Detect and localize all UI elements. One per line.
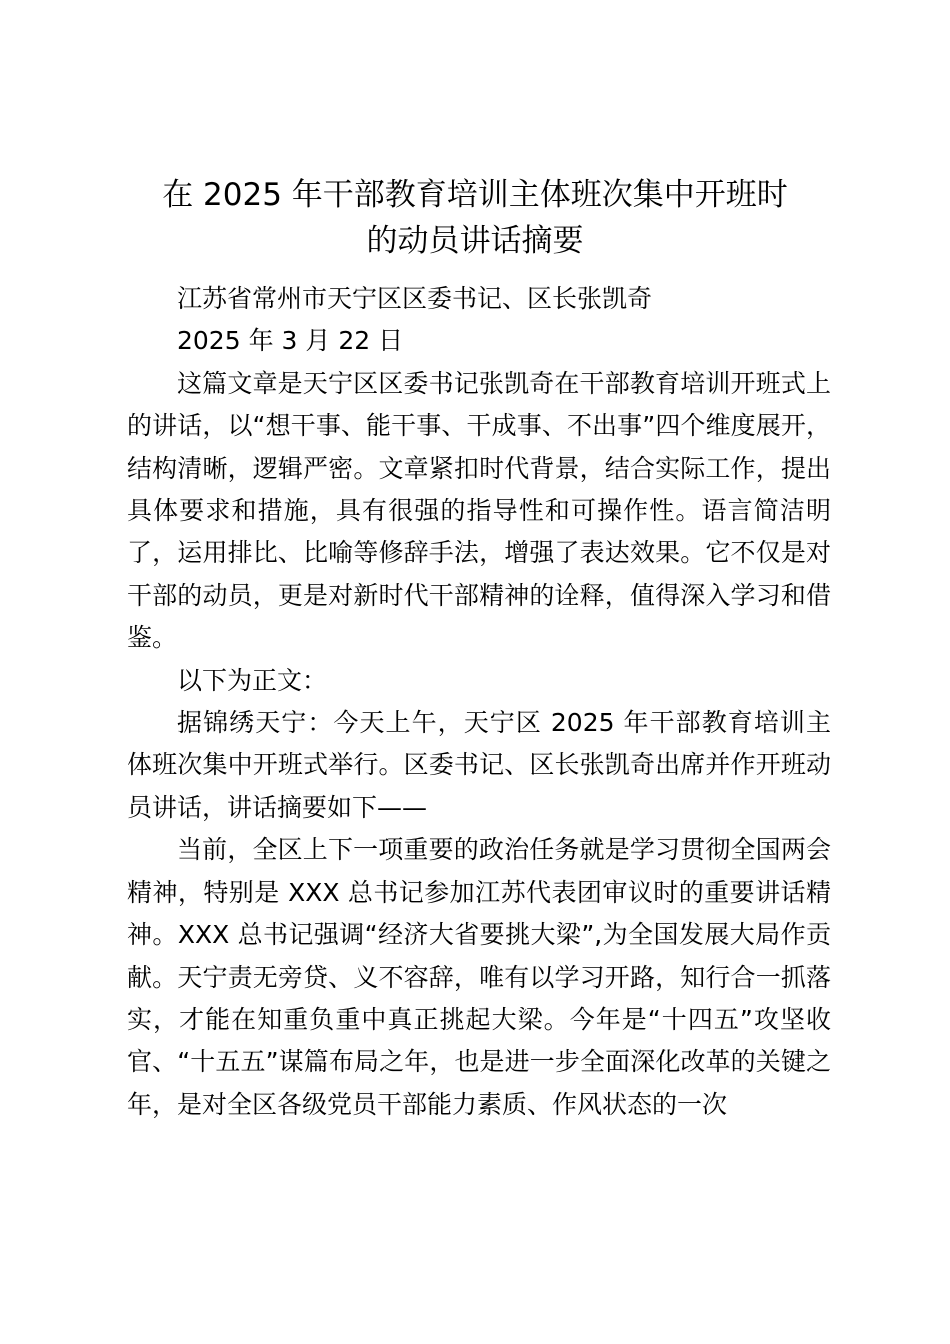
body-paragraph-2: 当前，全区上下一项重要的政治任务就是学习贯彻全国两会精神，特别是 XXX 总书记参加江苏代表团审议时的重要讲话精神。XXX 总书记强调“经济大省要挑大梁”,为全国发展大局作贡献。天宁责无旁贷、义不容辞，唯有以学习开路，知行合一抓落实，才能在知重负重中真正挑起大梁。今年是“十四五”攻坚收官、“十五五”谋篇布局之年，也是进一步全面深化改革的关键之年，是对全区各级党员干部能力素质、作风状态的一次 (127, 835, 831, 1119)
document-body (127, 278, 831, 1126)
intro-label: 以下为正文： (177, 665, 328, 695)
author-line: 江苏省常州市天宁区区委书记、区长张凯奇 (177, 284, 653, 313)
title-line-2: 的动员讲话摘要 (366, 223, 584, 259)
document-title (128, 172, 822, 264)
date-line: 2025 年 3 月 22 日 (177, 326, 404, 356)
summary-paragraph: 这篇文章是天宁区区委书记张凯奇在干部教育培训开班式上的讲话，以“想干事、能干事、干成事、不出事”四个维度展开，结构清晰，逻辑严密。文章紧扣时代背景，结合实际工作，提出具体要求和措施，具有很强的指导性和可操作性。语言简洁明了，运用排比、比喻等修辞手法，增强了表达效果。它不仅是对干部的动员，更是对新时代干部精神的诠释，值得深入学习和借鉴。 (127, 368, 831, 653)
body-paragraph-1: 据锦绣天宁：今天上午，天宁区 2025 年干部教育培训主体班次集中开班式举行。区委书记、区长张凯奇出席并作开班动员讲话，讲话摘要如下—— (127, 708, 831, 822)
title-line-1: 在 2025 年干部教育培训主体班次集中开班时 (162, 177, 788, 213)
